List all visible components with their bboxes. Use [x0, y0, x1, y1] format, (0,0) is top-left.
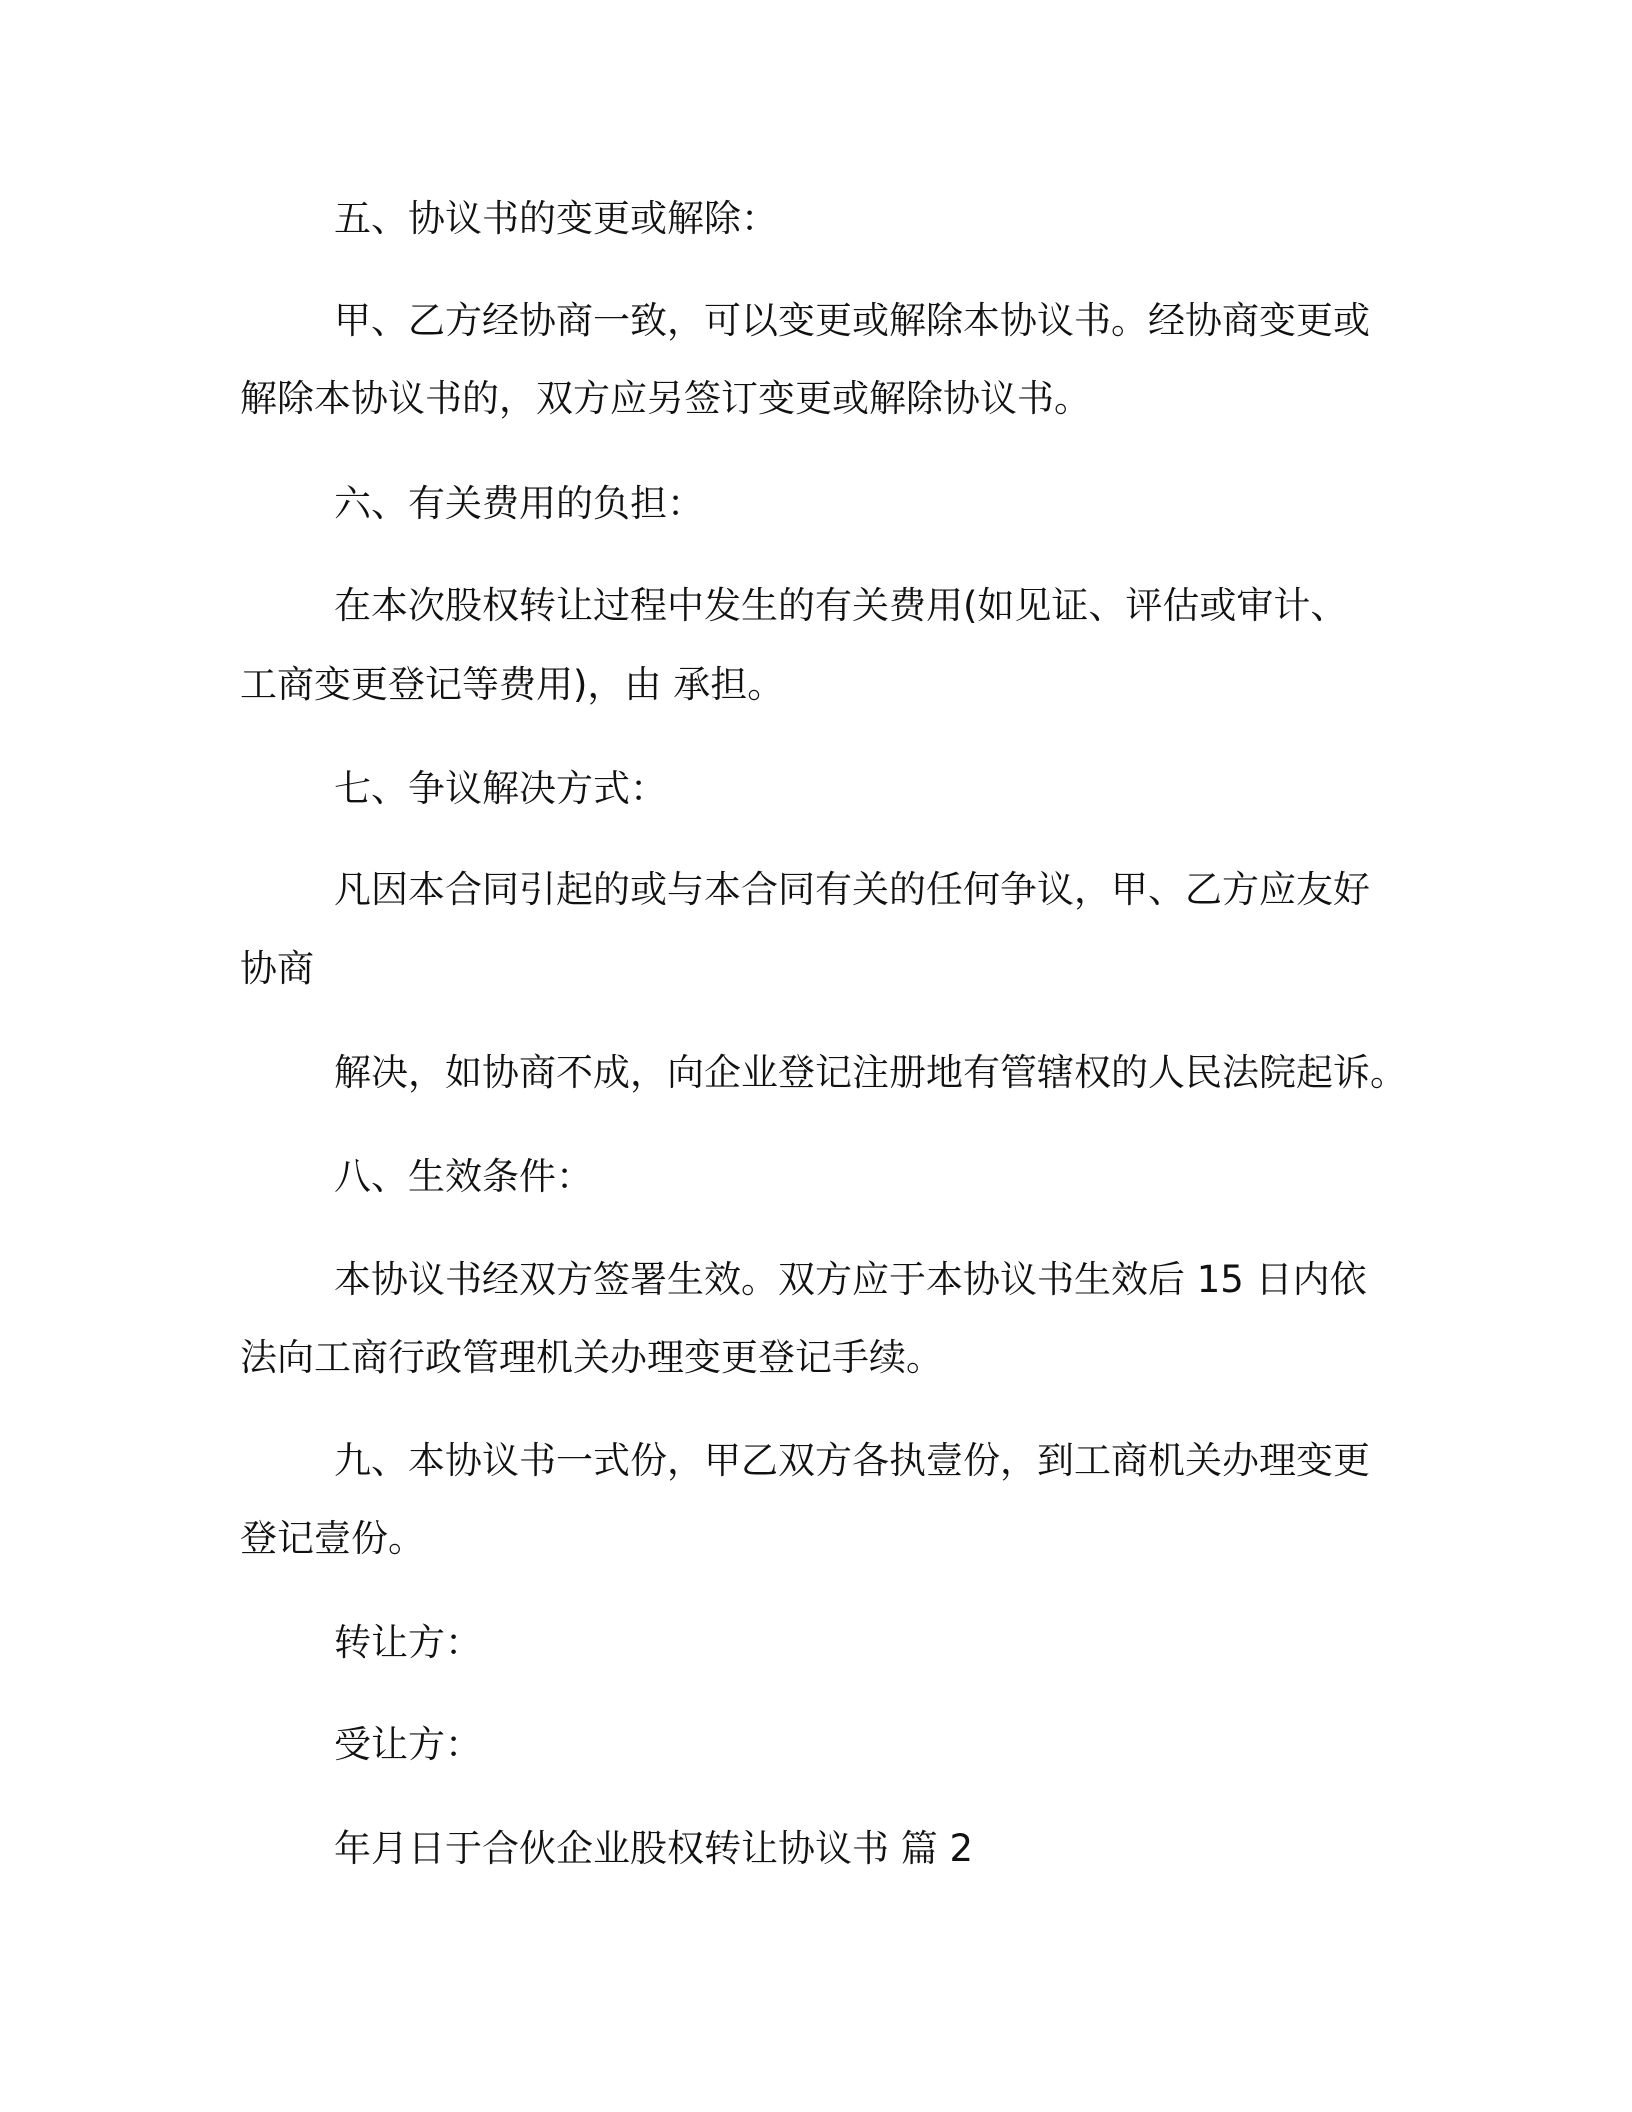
section-5-heading: 五、协议书的变更或解除：	[334, 197, 778, 240]
section-7-paragraph-line-2: 协商	[240, 947, 314, 990]
section-8-heading: 八、生效条件：	[334, 1155, 593, 1198]
section-9-paragraph-line-2: 登记壹份。	[240, 1517, 425, 1560]
section-5-paragraph-line-1: 甲、乙方经协商一致，可以变更或解除本协议书。经协商变更或	[334, 299, 1370, 342]
section-7-paragraph-line-3: 解决，如协商不成，向企业登记注册地有管辖权的人民法院起诉。	[334, 1051, 1407, 1094]
section-9-paragraph-line-1: 九、本协议书一式份，甲乙双方各执壹份，到工商机关办理变更	[334, 1439, 1370, 1482]
section-6-heading: 六、有关费用的负担：	[334, 482, 704, 525]
transferor-label: 转让方：	[334, 1621, 482, 1664]
section-7-heading: 七、争议解决方式：	[334, 767, 667, 810]
section-6-paragraph-line-2: 工商变更登记等费用)，由 承担。	[240, 663, 785, 706]
date-and-next-title: 年月日于合伙企业股权转让协议书 篇 2	[334, 1827, 974, 1870]
transferee-label: 受让方：	[334, 1723, 482, 1766]
section-7-paragraph-line-1: 凡因本合同引起的或与本合同有关的任何争议，甲、乙方应友好	[334, 868, 1370, 911]
section-8-paragraph-line-2: 法向工商行政管理机关办理变更登记手续。	[240, 1336, 943, 1379]
section-8-paragraph-line-1: 本协议书经双方签署生效。双方应于本协议书生效后 15 日内依	[334, 1258, 1367, 1301]
section-6-paragraph-line-1: 在本次股权转让过程中发生的有关费用(如见证、评估或审计、	[334, 584, 1348, 627]
section-5-paragraph-line-2: 解除本协议书的，双方应另签订变更或解除协议书。	[240, 377, 1091, 420]
